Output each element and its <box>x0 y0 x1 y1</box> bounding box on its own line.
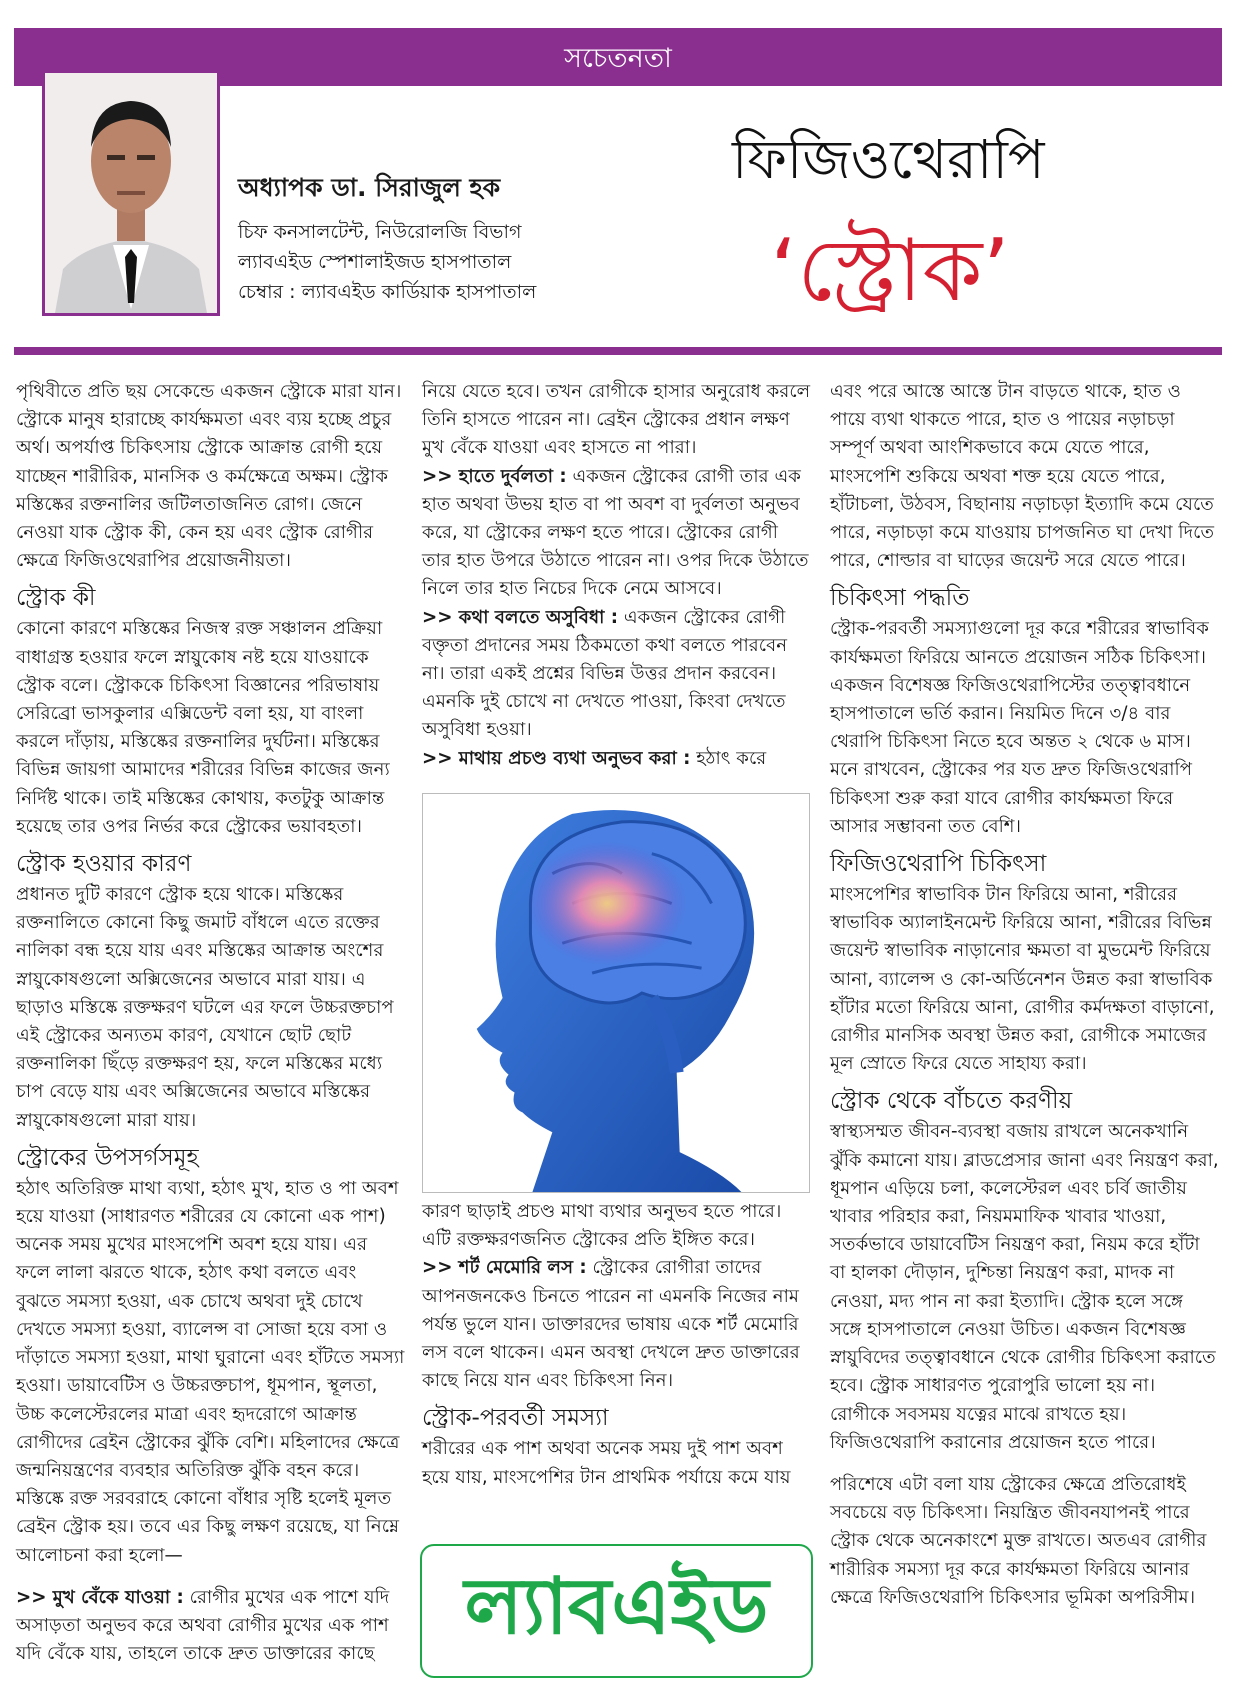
author-name: অধ্যাপক ডা. সিরাজুল হক <box>238 173 501 202</box>
paragraph <box>422 463 812 604</box>
text-headache: হঠাৎ করে <box>690 747 767 769</box>
heading-stroke-symptoms: স্ট্রোকের উপসর্গসমূহ <box>16 1144 199 1171</box>
paragraph: হঠাৎ অতিরিক্ত মাথা ব্যথা, হঠাৎ মুখ, হাত ও পা অবশ হয়ে যাওয়া (সাধারণত শরীরের যে কোনো এক পাশ) অনেক সময় মুখের মাংসপেশি অবশ হয়ে যায়। এর ফলে লালা ঝরতে থাকে, হঠাৎ কথা বলতে এবং বুঝতে সমস্যা হওয়া, এক চোখে অথবা দুই চোখে দেখতে সমস্যা হওয়া, ব্যালেন্স বা সোজা হয়ে বসা ও দাঁড়াতে সমস্যা হওয়া, মাথা ঘুরানো এবং হাঁটতে সমস্যা হওয়া। ডায়াবেটিস ও উচ্চরক্তচাপ, ধূমপান, স্থূলতা, উচ্চ কলেস্টেরলের মাত্রা এবং হৃদরোগে আক্রান্ত রোগীদের ব্রেইন স্ট্রোকের ঝুঁকি বেশি। মহিলাদের ক্ষেত্রে জন্মনিয়ন্ত্রণের ব্যবহার অতিরিক্ত ঝুঁকি বহন করে। মস্তিষ্কে রক্ত সরবরাহে কোনো বাঁধার সৃষ্টি হলেই মূলত ব্রেইন স্ট্রোক হয়। তবে এর কিছু লক্ষণ রয়েছে, যা নিম্নে আলোচনা করা হলো— <box>16 1177 405 1566</box>
text-hand-weakness: একজন স্ট্রোকের রোগী তার এক হাত অথবা উভয় হাত বা পা অবশ বা দুর্বলতা অনুভব করে, যা স্ট্রোকের লক্ষণ হতে পারে। স্ট্রোকের রোগী তার হাত উপরে উঠাতে পারেন না। ওপর দিকে উঠাতে নিলে তার হাত নিচের দিকে নেমে আসবে। <box>422 465 809 600</box>
lead-speech-difficulty: >> কথা বলতে অসুবিধা : <box>422 606 619 628</box>
heading-stroke-prevention: স্ট্রোক থেকে বাঁচতে করণীয় <box>830 1088 1073 1115</box>
author-credential: চিফ কনসালটেন্ট, নিউরোলজি বিভাগ <box>238 221 522 243</box>
heading-stroke-causes: স্ট্রোক হওয়ার কারণ <box>16 851 192 878</box>
paragraph <box>16 1584 406 1669</box>
paragraph: মাংসপেশির স্বাভাবিক টান ফিরিয়ে আনা, শরীরের স্বাভাবিক অ্যালাইনমেন্ট ফিরিয়ে আনা, শরীরের বিভিন্ন জয়েন্ট স্বাভাবিক নাড়ানোর ক্ষমতা বা মুভমেন্ট ফিরিয়ে আনা, ব্যালেন্স ও কো-অর্ডিনেশন উন্নত করা স্বাভাবিক হাঁটার মতো ফিরিয়ে আনা, রোগীর কর্মদক্ষতা বাড়ানো, রোগীর মানসিক অবস্থা উন্নত করা, রোগীকে সমাজের মূল স্রোতে ফিরে যেতে সাহায্য করা। <box>830 884 1215 1075</box>
paragraph <box>422 604 812 745</box>
headline-topic: ফিজিওথেরাপি <box>732 128 1045 191</box>
paragraph: এবং পরে আস্তে আস্তে টান বাড়তে থাকে, হাত ও পায়ে ব্যথা থাকতে পারে, হাত ও পায়ের নড়াচড়া সম্পূর্ণ অথবা আংশিকভাবে কমে যেতে পারে, মাংসপেশি শুকিয়ে অথবা শক্ত হয়ে যেতে পারে, হাঁটাচলা, উঠবস, বিছানায় নড়াচড়া ইত্যাদি কমে যেতে পারে, নড়াচড়া কমে যাওয়ায় চাপজনিত ঘা দেখা দিতে পারে, শোল্ডার বা ঘাড়ের জয়েন্ট সরে যেতে পারে। <box>830 381 1215 572</box>
paragraph: স্বাস্থ্যসম্মত জীবন-ব্যবস্থা বজায় রাখলে অনেকখানি ঝুঁকি কমানো যায়। ব্লাডপ্রেসার জানা এবং নিয়ন্ত্রণ করা, ধূমপান এড়িয়ে চলা, কলেস্টেরল এবং চর্বি জাতীয় খাবার পরিহার করা, নিয়মমাফিক খাবার খাওয়া, সতর্কভাবে ডায়াবেটিস নিয়ন্ত্রণ করা, নিয়ম করে হাঁটা বা হালকা দৌড়ান, দুশ্চিন্তা নিয়ন্ত্রণ করা, মাদক না নেওয়া, মদ্য পান না করা ইত্যাদি। স্ট্রোক হলে সঙ্গে সঙ্গে হাসপাতালে নেওয়া উচিত। একজন বিশেষজ্ঞ স্নায়ুবিদের তত্ত্বাবধানে থেকে রোগীর চিকিৎসা করাতে হবে। স্ট্রোক সাধারণত পুরোপুরি ভালো হয় না। রোগীকে সবসময় যত্নের মাঝে রাখতে হয়। ফিজিওথেরাপি করানোর প্রয়োজন হতে পারে। <box>830 1121 1219 1453</box>
intro-paragraph: পৃথিবীতে প্রতি ছয় সেকেন্ডে একজন স্ট্রোকে মারা যান। স্ট্রোকে মানুষ হারাচ্ছে কার্যক্ষমতা এবং ব্যয় হচ্ছে প্রচুর অর্থ। অপর্যাপ্ত চিকিৎসায় স্ট্রোকে আক্রান্ত রোগী হয়ে যাচ্ছেন শারীরিক, মানসিক ও কর্মক্ষেত্রে অক্ষম। স্ট্রোক মস্তিষ্কের রক্তনালির জটিলতাজনিত রোগ। জেনে নেওয়া যাক স্ট্রোক কী, কেন হয় এবং স্ট্রোক রোগীর ক্ষেত্রে ফিজিওথেরাপির প্রয়োজনীয়তা। <box>16 381 402 572</box>
article-column-2 <box>422 378 812 773</box>
text-memory-loss: স্ট্রোকের রোগীরা তাদের আপনজনকেও চিনতে পারেন না এমনকি নিজের নাম পর্যন্ত ভুলে যান। ডাক্তারদের ভাষায় একে শর্ট মেমোরি লস বলে থাকেন। এমন অবস্থা দেখলে দ্রুত ডাক্তারের কাছে নিয়ে যান এবং চিকিৎসা নিন। <box>422 1257 800 1392</box>
paragraph: কারণ ছাড়াই প্রচণ্ড মাথা ব্যথার অনুভব হতে পারে। এটি রক্তক্ষরণজনিত স্ট্রোকের প্রতি ইঙ্গিত করে। <box>422 1201 782 1251</box>
section-title: সচেতনতা <box>564 43 672 74</box>
lead-hand-weakness: >> হাতে দুর্বলতা : <box>422 465 567 487</box>
paragraph <box>422 1254 812 1395</box>
heading-post-stroke-problems: স্ট্রোক-পরবর্তী সমস্যা <box>422 1405 609 1432</box>
paragraph: নিয়ে যেতে হবে। তখন রোগীকে হাসার অনুরোধ করলে তিনি হাসতে পারেন না। ব্রেইন স্ট্রোকের প্রধান লক্ষণ মুখ বেঁকে যাওয়া এবং হাসতে না পারা। <box>422 381 811 459</box>
header-divider <box>14 347 1222 355</box>
author-credential: ল্যাবএইড স্পেশালাইজড হাসপাতাল <box>238 251 512 273</box>
heading-what-is-stroke: স্ট্রোক কী <box>16 585 96 612</box>
article-column-1 <box>16 378 406 1668</box>
paragraph: শরীরের এক পাশ অথবা অনেক সময় দুই পাশ অবশ হয়ে যায়, মাংসপেশির টান প্রাথমিক পর্যায়ে কমে যায় <box>422 1438 791 1488</box>
lead-memory-loss: >> শর্ট মেমোরি লস : <box>422 1257 587 1279</box>
labaid-logo <box>420 1544 813 1678</box>
author-credential: চেম্বার : ল্যাবএইড কার্ডিয়াক হাসপাতাল <box>238 281 537 303</box>
paragraph: কোনো কারণে মস্তিষ্কের নিজস্ব রক্ত সঞ্চালন প্রক্রিয়া বাধাগ্রস্ত হওয়ার ফলে স্নায়ুকোষ নষ্ট হয়ে যাওয়াকে স্ট্রোক বলে। স্ট্রোককে চিকিৎসা বিজ্ঞানের পরিভাষায় সেরিব্রো ভাসকুলার এক্সিডেন্ট বলা হয়, যা বাংলা করলে দাঁড়ায়, মস্তিষ্কের রক্তনালির দুর্ঘটনা। মস্তিষ্কের বিভিন্ন জায়গা আমাদের শরীরের বিভিন্ন কাজের জন্য নির্দিষ্ট থাকে। তাই মস্তিষ্কের কোথায়, কতটুকু আক্রান্ত হয়েছে তার ওপর নির্ভর করে স্ট্রোকের ভয়াবহতা। <box>16 618 390 837</box>
logo-text: ল্যাবএইড <box>464 1562 769 1652</box>
paragraph <box>422 745 812 773</box>
heading-physiotherapy-treatment: ফিজিওথেরাপি চিকিৎসা <box>830 851 1047 878</box>
lead-headache: >> মাথায় প্রচণ্ড ব্যথা অনুভব করা : <box>422 747 691 769</box>
text-speech-difficulty: একজন স্ট্রোকের রোগী বক্তৃতা প্রদানের সময় ঠিকমতো কথা বলতে পারবেন না। তারা একই প্রশ্নের বিভিন্ন উত্তর প্রদান করবেন। এমনকি দুই চোখে না দেখতে পাওয়া, কিংবা দেখতে অসুবিধা হওয়া। <box>422 606 788 741</box>
brain-illustration <box>422 793 810 1193</box>
article-column-3 <box>830 378 1220 1612</box>
article-column-2-continued <box>422 1198 812 1492</box>
lead-face-droop: >> মুখ বেঁকে যাওয়া : <box>16 1586 184 1608</box>
paragraph: স্ট্রোক-পরবর্তী সমস্যাগুলো দূর করে শরীরের স্বাভাবিক কার্যক্ষমতা ফিরিয়ে আনতে প্রয়োজন সঠিক চিকিৎসা। একজন বিশেষজ্ঞ ফিজিওথেরাপিস্টের তত্ত্বাবধানে হাসপাতালে ভর্তি করান। নিয়মিত দিনে ৩/৪ বার থেরাপি চিকিৎসা নিতে হবে অন্তত ২ থেকে ৬ মাস। মনে রাখবেন, স্ট্রোকের পর যত দ্রুত ফিজিওথেরাপি চিকিৎসা শুরু করা যাবে রোগীর কার্যক্ষমতা ফিরে আসার সম্ভাবনা তত বেশি। <box>830 618 1209 837</box>
paragraph: প্রধানত দুটি কারণে স্ট্রোক হয়ে থাকে। মস্তিষ্কের রক্তনালিতে কোনো কিছু জমাট বাঁধলে এতে রক্তের নালিকা বন্ধ হয়ে যায় এবং মস্তিষ্কের আক্রান্ত অংশের স্নায়ুকোষগুলো অক্সিজেনের অভাবে মারা যায়। এ ছাড়াও মস্তিষ্কে রক্তক্ষরণ ঘটলে এর ফলে উচ্চরক্তচাপ এই স্ট্রোকের অন্যতম কারণ, যেখানে ছোট ছোট রক্তনালিকা ছিঁড়ে রক্তক্ষরণ হয়, ফলে মস্তিষ্কের মধ্যে চাপ বেড়ে যায় এবং অক্সিজেনের অভাবে মস্তিষ্কের স্নায়ুকোষগুলো মারা যায়। <box>16 884 394 1131</box>
conclusion-paragraph: পরিশেষে এটা বলা যায় স্ট্রোকের ক্ষেত্রে প্রতিরোধই সবচেয়ে বড় চিকিৎসা। নিয়ন্ত্রিত জীবনযাপনই পারে স্ট্রোক থেকে অনেকাংশে মুক্ত রাখতে। অতএব রোগীর শারীরিক সমস্যা দূর করে কার্যক্ষমতা ফিরিয়ে আনার ক্ষেত্রে ফিজিওথেরাপি চিকিৎসার ভূমিকা অপরিসীম। <box>830 1473 1207 1608</box>
heading-treatment-method: চিকিৎসা পদ্ধতি <box>830 585 970 612</box>
author-photo <box>42 70 220 316</box>
headline-main: ‘স্ট্রোক’ <box>770 221 1010 321</box>
text-face-droop: রোগীর মুখের এক পাশে যদি অসাড়তা অনুভব করে অথবা রোগীর মুখের এক পাশ যদি বেঁকে যায়, তাহলে তাকে দ্রুত ডাক্তারের কাছে <box>16 1586 390 1665</box>
